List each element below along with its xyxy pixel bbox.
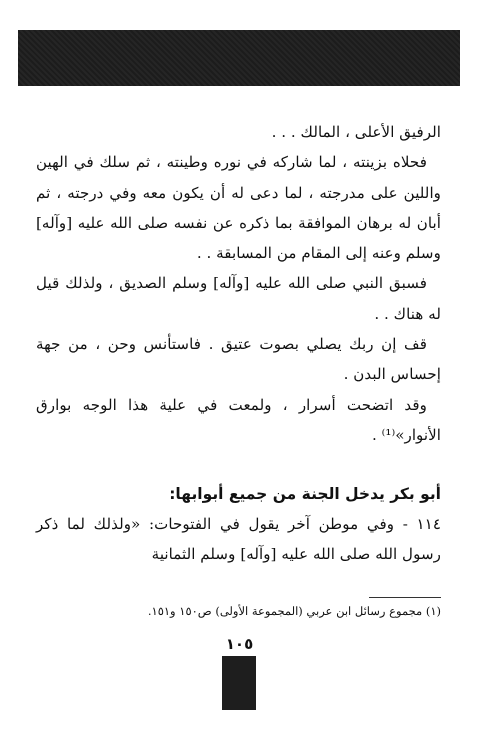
paragraph-4: قف إن ربك يصلي بصوت عتيق . فاستأنس وحن ، من جهة إحساس البدن .: [36, 335, 441, 384]
header-band: [18, 30, 460, 86]
section-paragraph: ١١٤ - وفي موطن آخر يقول في الفتوحات: «ولذلك لما ذكر رسول الله صلى الله عليه [وآله] وسلم الثمانية: [36, 515, 441, 564]
section-text-block: [36, 509, 441, 570]
paragraph-3: فسبق النبي صلى الله عليه [وآله] وسلم الصديق ، ولذلك قيل له هناك . .: [36, 274, 441, 323]
paragraph-1: الرفيق الأعلى ، المالك . . .: [271, 123, 441, 141]
footnote: (١) مجموع رسائل ابن عربي (المجموعة الأولى) ص١٥٠ و١٥١.: [147, 604, 441, 618]
bottom-tab-marker: [222, 656, 256, 710]
paragraph-2: فحلاه بزينته ، لما شاركه في نوره وطينته ، ثم سلك في الهين واللين على مدرجته ، لما دعى له أن يكون معه وفي درجته ، ثم أبان له برهان الموافقة بما ذكره عن نفسه صلى الله عليه [وآله] وسلم وعنه إلى المقام من المسابقة . .: [36, 153, 441, 263]
footnote-divider: [369, 597, 441, 598]
main-text-block: [36, 117, 441, 450]
section-heading: أبو بكر يدخل الجنة من جميع أبوابها:: [169, 485, 441, 503]
page-number: ١٠٥: [225, 635, 254, 653]
paragraph-5: وقد اتضحت أسرار ، ولمعت في علية هذا الوجه بوارق الأنوار»⁽¹⁾ .: [36, 395, 441, 444]
